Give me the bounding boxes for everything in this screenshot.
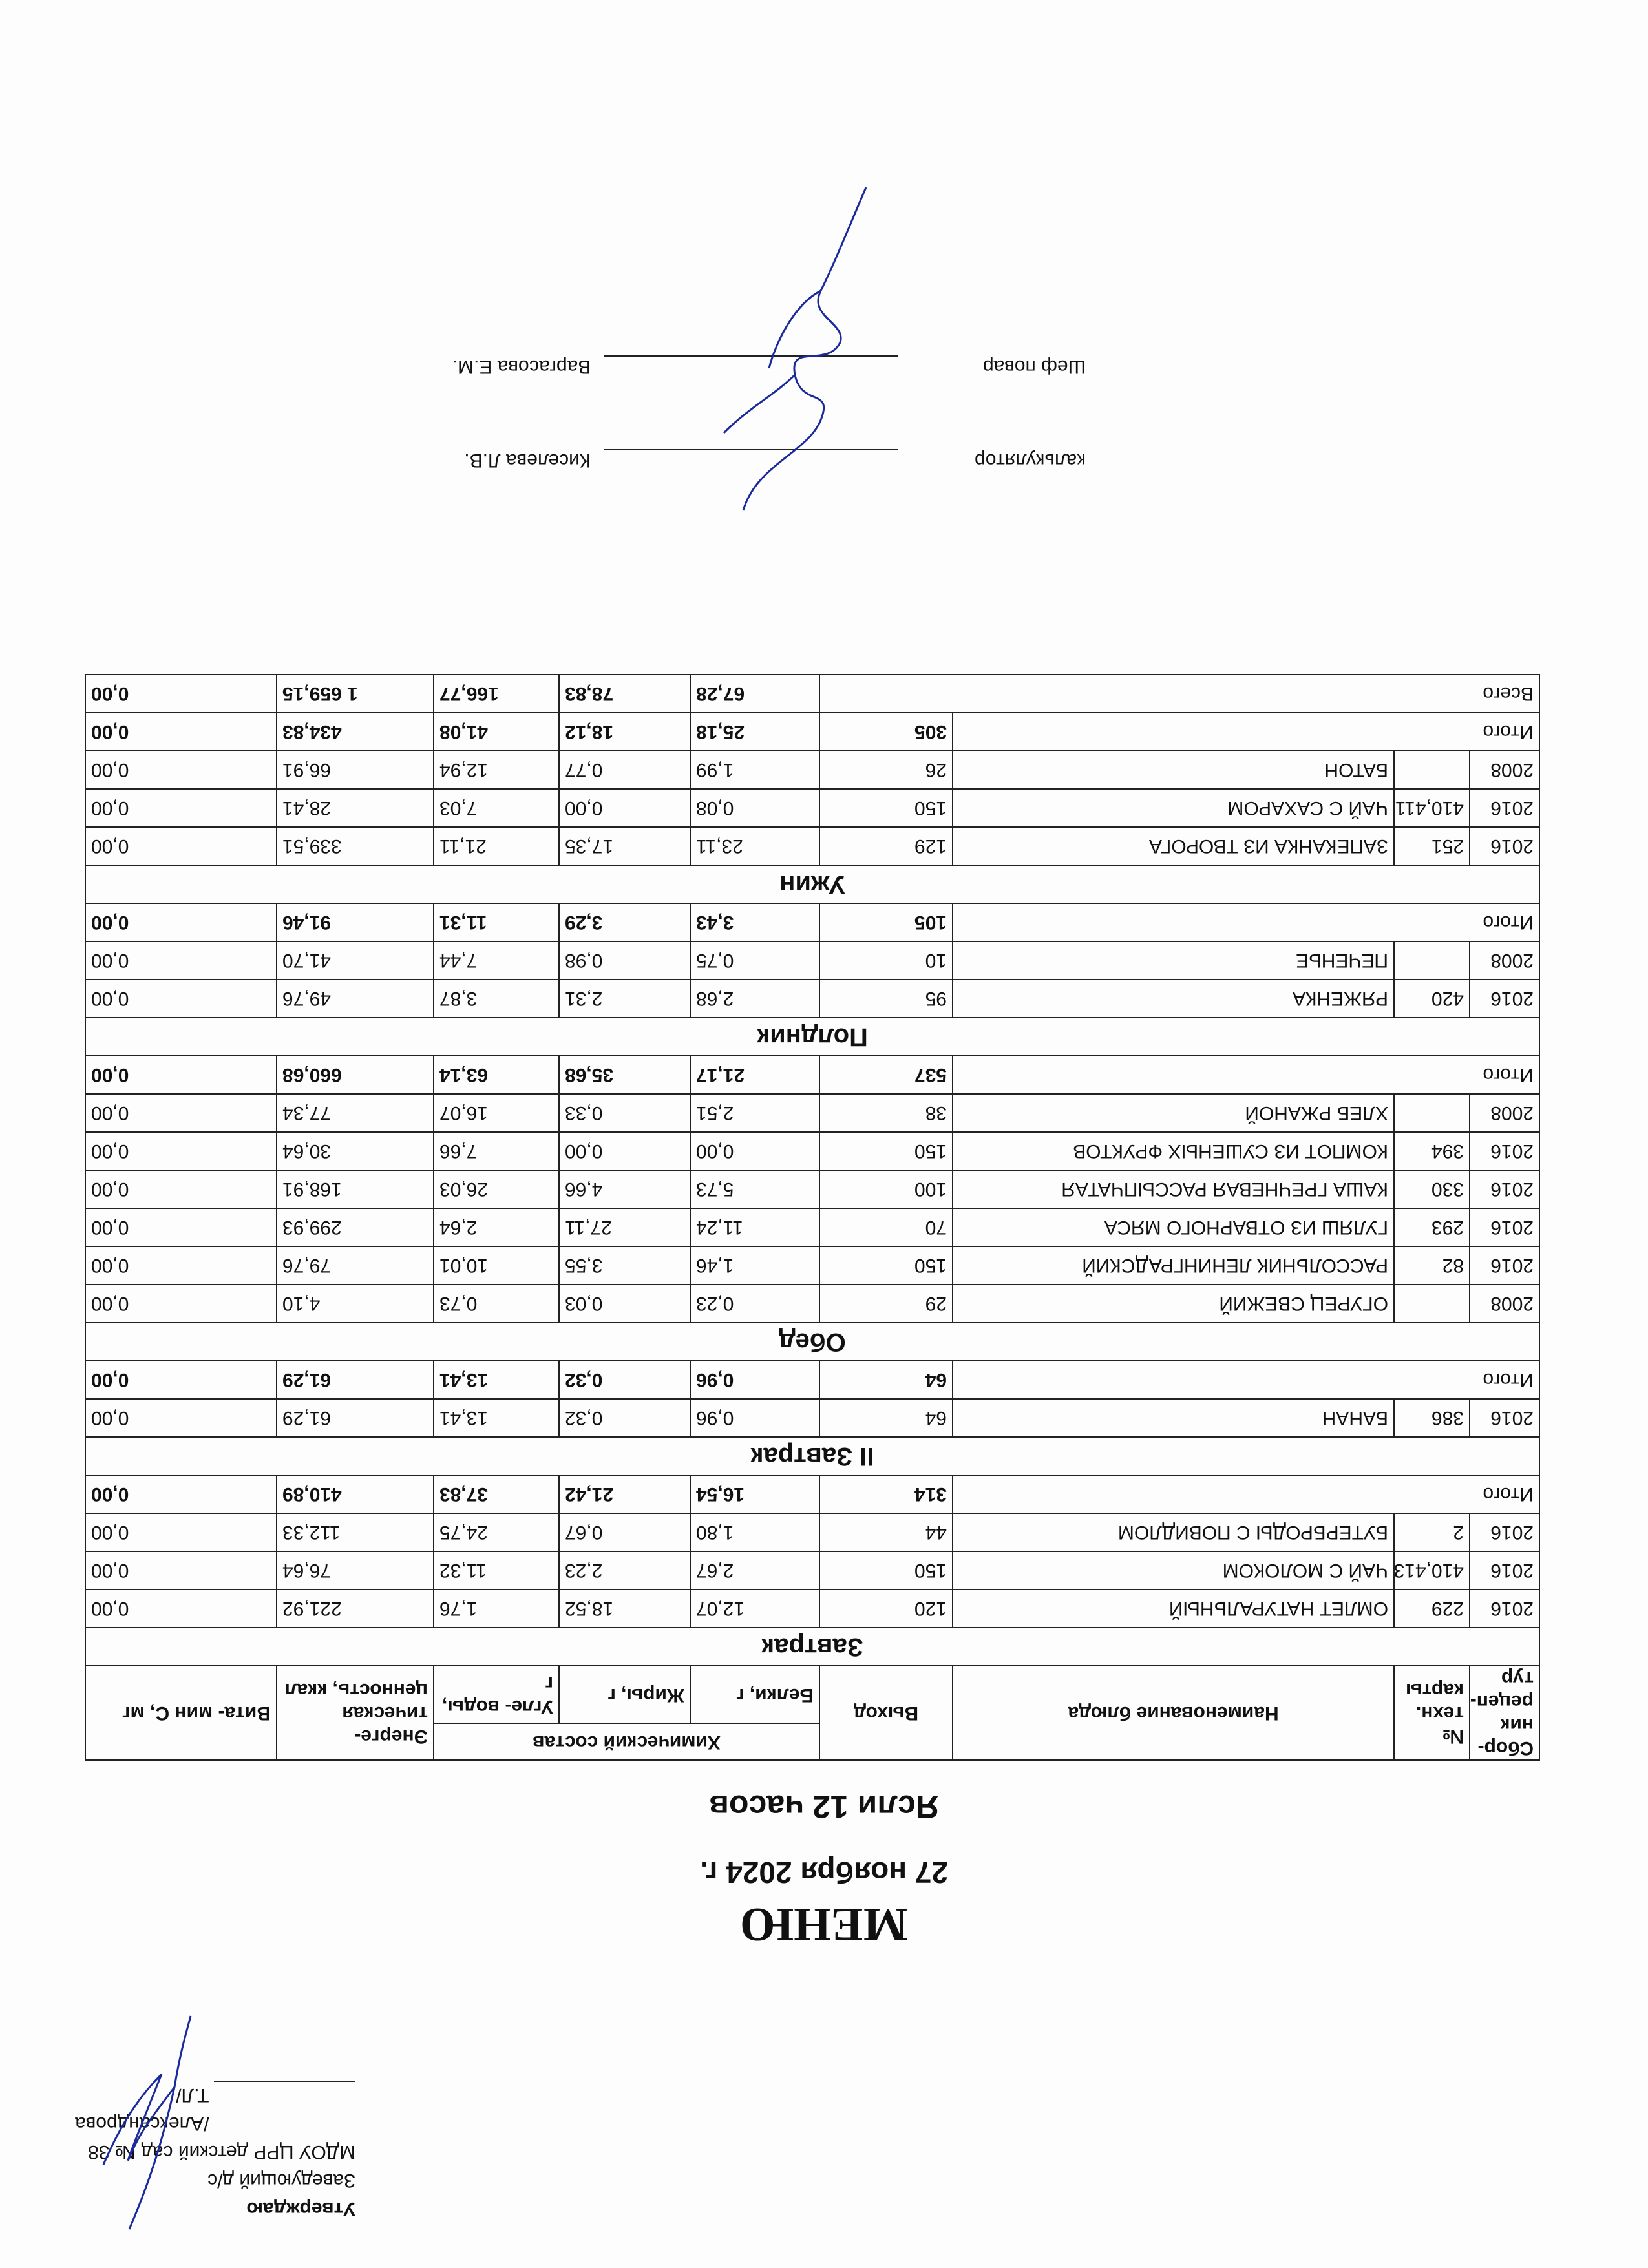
cell-output: 38 (819, 1094, 953, 1132)
cell-name: БАНАН (953, 1399, 1394, 1437)
cell-energy: 299,93 (277, 1208, 434, 1246)
cell-vitamin: 0,00 (85, 1094, 277, 1132)
cell-vitamin: 0,00 (85, 1513, 277, 1551)
approval-name: /Александрова Т.Л/ (75, 2084, 209, 2134)
total-carbs: 13,41 (434, 1361, 559, 1399)
cell-output: 150 (819, 1132, 953, 1170)
cell-energy: 66,91 (277, 751, 434, 789)
cell-output: 120 (819, 1590, 953, 1628)
total-energy: 410,89 (277, 1475, 434, 1513)
cell-card (1394, 751, 1470, 789)
section-row (85, 1018, 1539, 1056)
grand-total-protein: 67,28 (690, 675, 819, 713)
cell-name: КОМПОТ ИЗ СУШЕНЫХ ФРУКТОВ (953, 1132, 1394, 1170)
table-header-row (85, 1723, 1539, 1760)
cell-fat: 3,55 (559, 1246, 690, 1285)
head-signature (97, 2010, 200, 2242)
document-title: МЕНЮ (739, 1898, 909, 1951)
table-row (85, 827, 1539, 865)
table-row (85, 1285, 1539, 1323)
cell-energy: 76,64 (277, 1551, 434, 1590)
staff-signature (711, 174, 905, 536)
cell-carbs: 7,44 (434, 941, 559, 980)
cell-output: 129 (819, 827, 953, 865)
cell-output: 70 (819, 1208, 953, 1246)
cell-name: ГУЛЯШ ИЗ ОТВАРНОГО МЯСА (953, 1208, 1394, 1246)
cell-output: 95 (819, 980, 953, 1018)
total-output: 314 (819, 1475, 953, 1513)
cell-protein: 0,96 (690, 1399, 819, 1437)
cell-output: 64 (819, 1399, 953, 1437)
menu-table (85, 674, 1540, 1761)
cell-energy: 77,34 (277, 1094, 434, 1132)
grand-total-carbs: 166,77 (434, 675, 559, 713)
total-energy: 434,83 (277, 713, 434, 751)
total-row (85, 1475, 1539, 1513)
cell-card: 410,411 (1394, 789, 1470, 827)
cell-card: 420 (1394, 980, 1470, 1018)
total-energy: 91,46 (277, 903, 434, 941)
table-row (85, 1590, 1539, 1628)
cell-card: 251 (1394, 827, 1470, 865)
col-output: Выход (819, 1666, 953, 1760)
approval-organization: МДОУ ЦРР детский сад № 38 (88, 2141, 355, 2163)
col-name: Наименование блюда (953, 1666, 1394, 1760)
total-carbs: 37,83 (434, 1475, 559, 1513)
cell-protein: 12,07 (690, 1590, 819, 1628)
cell-energy: 28,41 (277, 789, 434, 827)
table-row (85, 1094, 1539, 1132)
cell-name: РЯЖЕНКА (953, 980, 1394, 1018)
cell-carbs: 7,66 (434, 1132, 559, 1170)
table-row (85, 1513, 1539, 1551)
table-row (85, 1551, 1539, 1590)
total-row (85, 903, 1539, 941)
total-energy: 61,29 (277, 1361, 434, 1399)
cell-carbs: 0,73 (434, 1285, 559, 1323)
section-row (85, 1628, 1539, 1666)
cell-energy: 49,76 (277, 980, 434, 1018)
cell-protein: 11,24 (690, 1208, 819, 1246)
cell-collection: 2016 (1470, 1246, 1539, 1285)
cell-name: ОМЛЕТ НАТУРАЛЬНЫЙ (953, 1590, 1394, 1628)
cell-output: 10 (819, 941, 953, 980)
col-card: № техн. карты (1394, 1666, 1470, 1760)
grand-total-energy: 1 659,15 (277, 675, 434, 713)
section-row (85, 865, 1539, 903)
table-row (85, 1170, 1539, 1208)
cell-output: 150 (819, 789, 953, 827)
cell-carbs: 21,11 (434, 827, 559, 865)
table-row (85, 1246, 1539, 1285)
cell-vitamin: 0,00 (85, 941, 277, 980)
col-energy: Энерге- тическая ценность, ккал (277, 1666, 434, 1760)
cell-energy: 79,76 (277, 1246, 434, 1285)
cell-vitamin: 0,00 (85, 789, 277, 827)
section-title: II Завтрак (85, 1437, 1539, 1475)
cell-collection: 2008 (1470, 751, 1539, 789)
cell-card: 293 (1394, 1208, 1470, 1246)
total-protein: 16,54 (690, 1475, 819, 1513)
table-row (85, 941, 1539, 980)
cell-vitamin: 0,00 (85, 1590, 277, 1628)
cell-carbs: 11,32 (434, 1551, 559, 1590)
signature-role: Шеф повар (982, 356, 1086, 377)
cell-collection: 2008 (1470, 941, 1539, 980)
cell-name: ХЛЕБ РЖАНОЙ (953, 1094, 1394, 1132)
cell-collection: 2016 (1470, 1590, 1539, 1628)
total-row (85, 1056, 1539, 1094)
cell-fat: 2,31 (559, 980, 690, 1018)
section-title: Полдник (85, 1018, 1539, 1056)
cell-fat: 0,00 (559, 1132, 690, 1170)
cell-collection: 2016 (1470, 1399, 1539, 1437)
cell-name: ОГУРЕЦ СВЕЖИЙ (953, 1285, 1394, 1323)
cell-carbs: 24,75 (434, 1513, 559, 1551)
cell-name: РАССОЛЬНИК ЛЕНИНГРАДСКИЙ (953, 1246, 1394, 1285)
cell-carbs: 1,76 (434, 1590, 559, 1628)
cell-collection: 2016 (1470, 1513, 1539, 1551)
total-protein: 21,17 (690, 1056, 819, 1094)
total-label: Итого (953, 903, 1539, 941)
cell-protein: 23,11 (690, 827, 819, 865)
section-row (85, 1323, 1539, 1361)
approval-title: Утверждаю (246, 2198, 355, 2220)
cell-card: 229 (1394, 1590, 1470, 1628)
cell-output: 150 (819, 1551, 953, 1590)
cell-card: 394 (1394, 1132, 1470, 1170)
cell-collection: 2016 (1470, 1208, 1539, 1246)
cell-card: 410,413 (1394, 1551, 1470, 1590)
total-energy: 660,68 (277, 1056, 434, 1094)
cell-vitamin: 0,00 (85, 1170, 277, 1208)
total-protein: 3,43 (690, 903, 819, 941)
section-title: Обед (85, 1323, 1539, 1361)
cell-energy: 30,64 (277, 1132, 434, 1170)
cell-fat: 0,00 (559, 789, 690, 827)
cell-card: 82 (1394, 1246, 1470, 1285)
cell-fat: 18,52 (559, 1590, 690, 1628)
cell-energy: 41,70 (277, 941, 434, 980)
total-output: 64 (819, 1361, 953, 1399)
total-output: 305 (819, 713, 953, 751)
total-row (85, 1361, 1539, 1399)
total-carbs: 63,14 (434, 1056, 559, 1094)
cell-name: БУТЕРБРОДЫ С ПОВИДЛОМ (953, 1513, 1394, 1551)
total-carbs: 41,08 (434, 713, 559, 751)
menu-date: 27 ноября 2024 г. (699, 1856, 949, 1889)
cell-collection: 2008 (1470, 1094, 1539, 1132)
cell-carbs: 13,41 (434, 1399, 559, 1437)
cell-protein: 1,80 (690, 1513, 819, 1551)
col-collection: Сбор- ник рецеп- тур (1470, 1666, 1539, 1760)
section-title: Завтрак (85, 1628, 1539, 1666)
cell-carbs: 7,03 (434, 789, 559, 827)
cell-energy: 168,91 (277, 1170, 434, 1208)
table-row (85, 1132, 1539, 1170)
grand-total-fat: 78,83 (559, 675, 690, 713)
cell-energy: 112,33 (277, 1513, 434, 1551)
cell-fat: 0,98 (559, 941, 690, 980)
cell-name: БАТОН (953, 751, 1394, 789)
signature-name: Киселева Л.В. (464, 450, 591, 471)
total-carbs: 11,31 (434, 903, 559, 941)
cell-name: КАША ГРЕЧНЕВАЯ РАССЫПЧАТАЯ (953, 1170, 1394, 1208)
cell-carbs: 3,87 (434, 980, 559, 1018)
cell-output: 44 (819, 1513, 953, 1551)
table-row (85, 789, 1539, 827)
table-row (85, 751, 1539, 789)
cell-carbs: 26,03 (434, 1170, 559, 1208)
grand-total-label: Всего (819, 675, 1539, 713)
cell-card: 386 (1394, 1399, 1470, 1437)
cell-collection: 2008 (1470, 1285, 1539, 1323)
total-vitamin: 0,00 (85, 903, 277, 941)
cell-protein: 0,00 (690, 1132, 819, 1170)
total-vitamin: 0,00 (85, 1475, 277, 1513)
cell-protein: 5,73 (690, 1170, 819, 1208)
total-vitamin: 0,00 (85, 1056, 277, 1094)
cell-card: 2 (1394, 1513, 1470, 1551)
cell-fat: 0,77 (559, 751, 690, 789)
total-vitamin: 0,00 (85, 1361, 277, 1399)
cell-collection: 2016 (1470, 789, 1539, 827)
cell-carbs: 2,64 (434, 1208, 559, 1246)
cell-fat: 0,67 (559, 1513, 690, 1551)
cell-energy: 339,51 (277, 827, 434, 865)
cell-collection: 2016 (1470, 827, 1539, 865)
approval-position: Заведующий д/с (207, 2170, 355, 2191)
cell-card (1394, 1094, 1470, 1132)
cell-protein: 1,99 (690, 751, 819, 789)
cell-energy: 61,29 (277, 1399, 434, 1437)
total-protein: 0,96 (690, 1361, 819, 1399)
total-label: Итого (953, 1056, 1539, 1094)
cell-vitamin: 0,00 (85, 827, 277, 865)
signature-blank (214, 2081, 355, 2101)
cell-name: ПЕЧЕНЬЕ (953, 941, 1394, 980)
cell-protein: 2,51 (690, 1094, 819, 1132)
col-fat: Жиры, г (559, 1666, 690, 1723)
cell-output: 26 (819, 751, 953, 789)
cell-card (1394, 1285, 1470, 1323)
cell-protein: 0,08 (690, 789, 819, 827)
col-carbs: Угле- воды, г (434, 1666, 559, 1723)
total-output: 105 (819, 903, 953, 941)
cell-vitamin: 0,00 (85, 1246, 277, 1285)
total-row (85, 713, 1539, 751)
cell-vitamin: 0,00 (85, 1399, 277, 1437)
cell-protein: 1,46 (690, 1246, 819, 1285)
cell-card (1394, 941, 1470, 980)
section-row (85, 1437, 1539, 1475)
col-vitamin: Вита- мин С, мг (85, 1666, 277, 1760)
cell-collection: 2016 (1470, 1551, 1539, 1590)
cell-carbs: 12,94 (434, 751, 559, 789)
cell-output: 100 (819, 1170, 953, 1208)
section-title: Ужин (85, 865, 1539, 903)
cell-fat: 0,33 (559, 1094, 690, 1132)
cell-fat: 0,32 (559, 1399, 690, 1437)
total-label: Итого (953, 713, 1539, 751)
total-fat: 21,42 (559, 1475, 690, 1513)
cell-protein: 0,75 (690, 941, 819, 980)
cell-carbs: 16,07 (434, 1094, 559, 1132)
cell-fat: 4,66 (559, 1170, 690, 1208)
cell-vitamin: 0,00 (85, 1208, 277, 1246)
signature-role: калькулятор (975, 450, 1086, 471)
cell-name: ЧАЙ С САХАРОМ (953, 789, 1394, 827)
menu-group: Ясли 12 часов (709, 1789, 939, 1825)
col-protein: Белки, г (690, 1666, 819, 1723)
table-row (85, 1208, 1539, 1246)
cell-vitamin: 0,00 (85, 980, 277, 1018)
total-vitamin: 0,00 (85, 713, 277, 751)
menu-body (85, 675, 1539, 1666)
total-protein: 25,18 (690, 713, 819, 751)
total-fat: 3,29 (559, 903, 690, 941)
cell-fat: 0,03 (559, 1285, 690, 1323)
cell-collection: 2016 (1470, 1170, 1539, 1208)
cell-output: 150 (819, 1246, 953, 1285)
total-label: Итого (953, 1361, 1539, 1399)
cell-protein: 2,67 (690, 1551, 819, 1590)
cell-fat: 27,11 (559, 1208, 690, 1246)
signature-name: Варгасова Е.М. (452, 356, 591, 377)
cell-fat: 2,23 (559, 1551, 690, 1590)
table-row (85, 1399, 1539, 1437)
cell-protein: 0,23 (690, 1285, 819, 1323)
total-label: Итого (953, 1475, 1539, 1513)
grand-total-vitamin: 0,00 (85, 675, 277, 713)
cell-fat: 17,35 (559, 827, 690, 865)
cell-vitamin: 0,00 (85, 751, 277, 789)
cell-vitamin: 0,00 (85, 1285, 277, 1323)
cell-collection: 2016 (1470, 1132, 1539, 1170)
cell-vitamin: 0,00 (85, 1132, 277, 1170)
cell-vitamin: 0,00 (85, 1551, 277, 1590)
cell-protein: 2,68 (690, 980, 819, 1018)
total-fat: 0,32 (559, 1361, 690, 1399)
cell-energy: 4,10 (277, 1285, 434, 1323)
cell-output: 29 (819, 1285, 953, 1323)
total-output: 537 (819, 1056, 953, 1094)
cell-energy: 221,92 (277, 1590, 434, 1628)
total-fat: 35,68 (559, 1056, 690, 1094)
cell-collection: 2016 (1470, 980, 1539, 1018)
col-chem: Химический состав (434, 1723, 819, 1760)
total-fat: 18,12 (559, 713, 690, 751)
cell-card: 330 (1394, 1170, 1470, 1208)
cell-name: ЧАЙ С МОЛОКОМ (953, 1551, 1394, 1590)
table-row (85, 980, 1539, 1018)
cell-name: ЗАПЕКАНКА ИЗ ТВОРОГА (953, 827, 1394, 865)
cell-carbs: 10,01 (434, 1246, 559, 1285)
grand-total-row (85, 675, 1539, 713)
